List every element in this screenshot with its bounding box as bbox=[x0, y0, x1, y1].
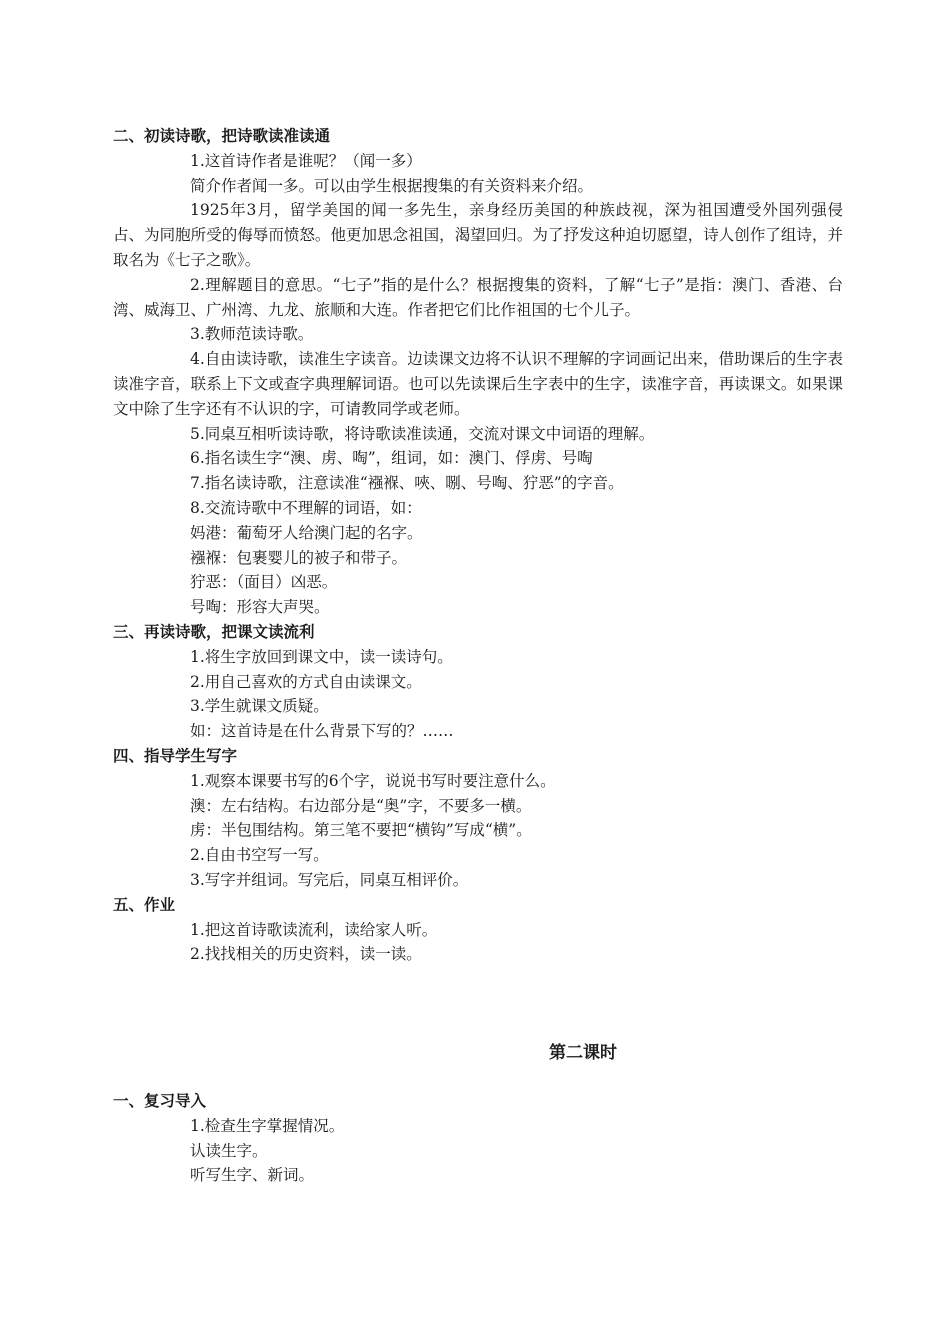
list-item: 2.自由书空写一写。 bbox=[190, 846, 329, 865]
list-item: 7.指名读诗歌，注意读准“襁褓、唊、哵、号啕、狞恶”的字音。 bbox=[190, 474, 624, 493]
glossary-item: 妈港：葡萄牙人给澳门起的名字。 bbox=[190, 523, 423, 542]
list-item: 6.指名读生字“澳、虏、啕”，组词，如：澳门、俘虏、号啕 bbox=[190, 449, 593, 468]
lesson-title: 第二课时 bbox=[549, 1043, 617, 1064]
glossary-item: 狞恶：（面目）凶恶。 bbox=[190, 573, 338, 592]
section-heading: 二、初读诗歌，把诗歌读准读通 bbox=[113, 127, 331, 145]
glossary-item: 襁褓：包裹婴儿的被子和带子。 bbox=[190, 548, 408, 567]
list-item: 如：这首诗是在什么背景下写的？…… bbox=[190, 722, 454, 741]
list-item: 1.把这首诗歌读流利，读给家人听。 bbox=[190, 920, 438, 939]
section-heading: 四、指导学生写字 bbox=[113, 746, 238, 765]
list-item: 澳：左右结构。右边部分是“奥”字，不要多一横。 bbox=[190, 796, 532, 815]
list-item: 1.检查生字掌握情况。 bbox=[190, 1116, 345, 1135]
list-item: 8.交流诗歌中不理解的词语，如： bbox=[190, 498, 422, 517]
list-item: 2.找找相关的历史资料，读一读。 bbox=[190, 945, 422, 964]
list-item: 虏：半包围结构。第三笔不要把“横钩”写成“横”。 bbox=[190, 821, 532, 840]
list-item: 5.同桌互相听读诗歌，将诗歌读准读通，交流对课文中词语的理解。 bbox=[190, 424, 655, 443]
list-item: 认读生字。 bbox=[190, 1141, 268, 1160]
glossary-item: 号啕：形容大声哭。 bbox=[190, 598, 330, 617]
list-item: 1.观察本课要书写的6个字，说说书写时要注意什么。 bbox=[190, 771, 556, 790]
list-item: 3.教师范读诗歌。 bbox=[190, 325, 314, 344]
section-heading: 一、复习导入 bbox=[113, 1092, 207, 1111]
document-body bbox=[113, 124, 843, 1188]
list-item: 2.用自己喜欢的方式自由读课文。 bbox=[190, 672, 422, 691]
list-item: 听写生字、新词。 bbox=[190, 1166, 315, 1185]
list-item: 简介作者闻一多。可以由学生根据搜集的有关资料来介绍。 bbox=[190, 176, 594, 195]
paragraph: 2.理解题目的意思。“七子”指的是什么？根据搜集的资料，了解“七子”是指：澳门、香港、台湾、威海卫、广州湾、九龙、旅顺和大连。作者把它们比作祖国的七个儿子。 bbox=[113, 275, 843, 319]
list-item: 3.学生就课文质疑。 bbox=[190, 697, 329, 716]
paragraph: 1925年3月，留学美国的闻一多先生，亲身经历美国的种族歧视，深为祖国遭受外国列强侵占、为同胞所受的侮辱而愤怒。他更加思念祖国，渴望回归。为了抒发这种迫切愿望，诗人创作了组诗，并取名为《七子之歌》。 bbox=[113, 201, 843, 269]
section-heading: 五、作业 bbox=[113, 895, 176, 914]
list-item: 1.这首诗作者是谁呢？（闻一多） bbox=[190, 151, 422, 170]
section-heading: 三、再读诗歌，把课文读流利 bbox=[113, 622, 315, 641]
list-item: 1.将生字放回到课文中，读一读诗句。 bbox=[190, 647, 453, 666]
list-item: 3.写字并组词。写完后，同桌互相评价。 bbox=[190, 870, 469, 889]
paragraph: 4.自由读诗歌，读准生字读音。边读课文边将不认识不理解的字词画记出来，借助课后的生字表读准字音，联系上下文或查字典理解词语。也可以先读课后生字表中的生字，读准字音，再读课文。如果课文中除了生字还有不认识的字，可请教同学或老师。 bbox=[113, 350, 843, 418]
